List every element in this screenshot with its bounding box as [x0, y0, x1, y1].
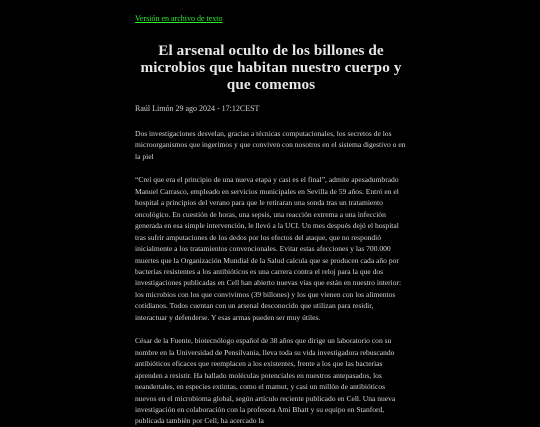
article-byline: Raúl Limón 29 ago 2024 - 17:12CEST [135, 104, 260, 113]
article-subtitle: Dos investigaciones desvelan, gracias a técnicas computacionales, los secretos de los microorganismos que ingerimos y que conviven con nosotros en el sistema digestivo o en la piel [135, 129, 406, 161]
article-column [135, 8, 407, 427]
article-paragraph: César de la Fuente, biotecnólogo español de 38 años que dirige un laboratorio con su nombre en la Universidad de Pensilvania, lleva toda su vida investigadora rebuscando antibióticos eficaces que reemplacen a los existentes, frente a los que las bacterias aprenden a resistir. Ha hallado moléculas potenciales en nuestros antepasados, los neandertales, en especies extintas, como el mamut, y casi un millón de antibióticos nuevos en el microbioma global, según artículo reciente publicado en Cell. Una nueva investigación en colaboración con la profesora Ami Bhatt y su equipo en Stanford, publicada también por Cell, ha acercado la [135, 336, 396, 426]
article-title: El arsenal oculto de los billones de microbios que habitan nuestro cuerpo y que comemos [140, 42, 402, 93]
article-paragraph: “Creí que era el principio de una nueva etapa y casi es el final”, admite apesadumbrado Manuel Carrasco, empleado en servicios municipales en Sevilla de 59 años. Entró en el hospital a principios del verano para que le retiraran una sonda tras un tratamiento oncológico. En cuestión de horas, una sepsis, una reacción extrema a una infección generada en esa simple intervención, le llevó a la UCI. Un mes después dejó el hospital tras sufrir amputaciones de los dedos por los efectos del ataque, que no respondió inicialmente a los tratamientos convencionales. Evitar estas afecciones y las 700.000 muertes que la Organización Mundial de la Salud calcula que se producen cada año por bacterias resistentes a los antibióticos es una carrera contra el reloj para la que dos investigaciones publicadas en Cell han abierto nuevas vías que están en nuestro interior: los microbios con los que convivimos (39 billones) y los que vienen con los alimentos cotidianos. Todos cuentan con un arsenal desconocido que utilizan para residir, interactuar y defenderse. Y esas armas pueden ser muy útiles. [135, 175, 402, 322]
text-version-link[interactable]: Versión en archivo de texto [135, 14, 223, 23]
